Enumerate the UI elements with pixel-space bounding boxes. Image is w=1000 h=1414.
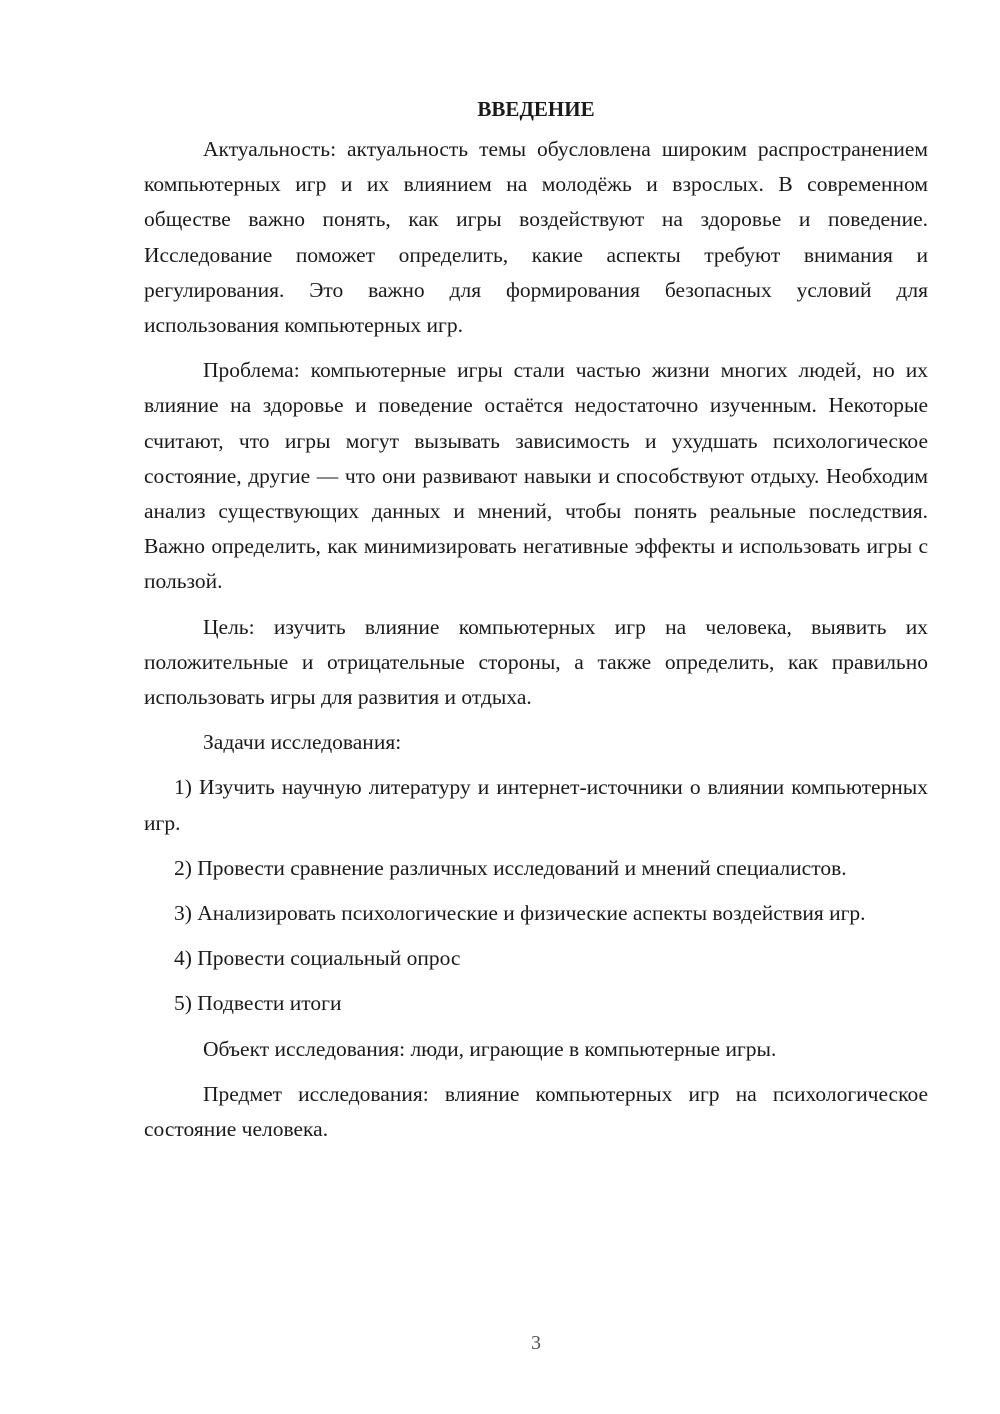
relevance-paragraph: Актуальность: актуальность темы обусловлена широким распространением компьютерных игр и их влиянием на молодёжь и взрослых. В современном обществе важно понять, как игры воздействуют на здоровье и поведение. Исследование поможет определить, какие аспекты требуют внимания и регулирования. Это важно для формирования безопасных условий для использования компьютерных игр. <box>144 137 928 338</box>
object-paragraph: Объект исследования: люди, играющие в компьютерные игры. <box>203 1036 777 1061</box>
task-item-3: 3) Анализировать психологические и физические аспекты воздействия игр. <box>174 901 866 926</box>
page-number: 3 <box>531 1332 541 1354</box>
page-title: ВВЕДЕНИЕ <box>477 97 595 121</box>
task-item-5: 5) Подвести итоги <box>174 991 342 1016</box>
document-page <box>144 92 928 1147</box>
tasks-heading: Задачи исследования: <box>203 730 402 755</box>
task-item-4: 4) Провести социальный опрос <box>174 946 461 971</box>
subject-paragraph: Предмет исследования: влияние компьютерных игр на психологическое состояние человека. <box>144 1081 928 1142</box>
goal-paragraph: Цель: изучить влияние компьютерных игр на человека, выявить их положительные и отрицательные стороны, а также определить, как правильно использовать игры для развития и отдыха. <box>144 614 928 710</box>
problem-paragraph: Проблема: компьютерные игры стали частью жизни многих людей, но их влияние на здоровье и поведение остаётся недостаточно изученным. Некоторые считают, что игры могут вызывать зависимость и ухудшать психологическое состояние, другие — что они развивают навыки и способствуют отдыху. Необходим анализ существующих данных и мнений, чтобы понять реальные последствия. Важно определить, как минимизировать негативные эффекты и использовать игры с пользой. <box>144 358 928 594</box>
task-item-1: 1) Изучить научную литературу и интернет-источники о влиянии компьютерных игр. <box>144 775 928 835</box>
task-item-2: 2) Провести сравнение различных исследований и мнений специалистов. <box>174 855 847 880</box>
